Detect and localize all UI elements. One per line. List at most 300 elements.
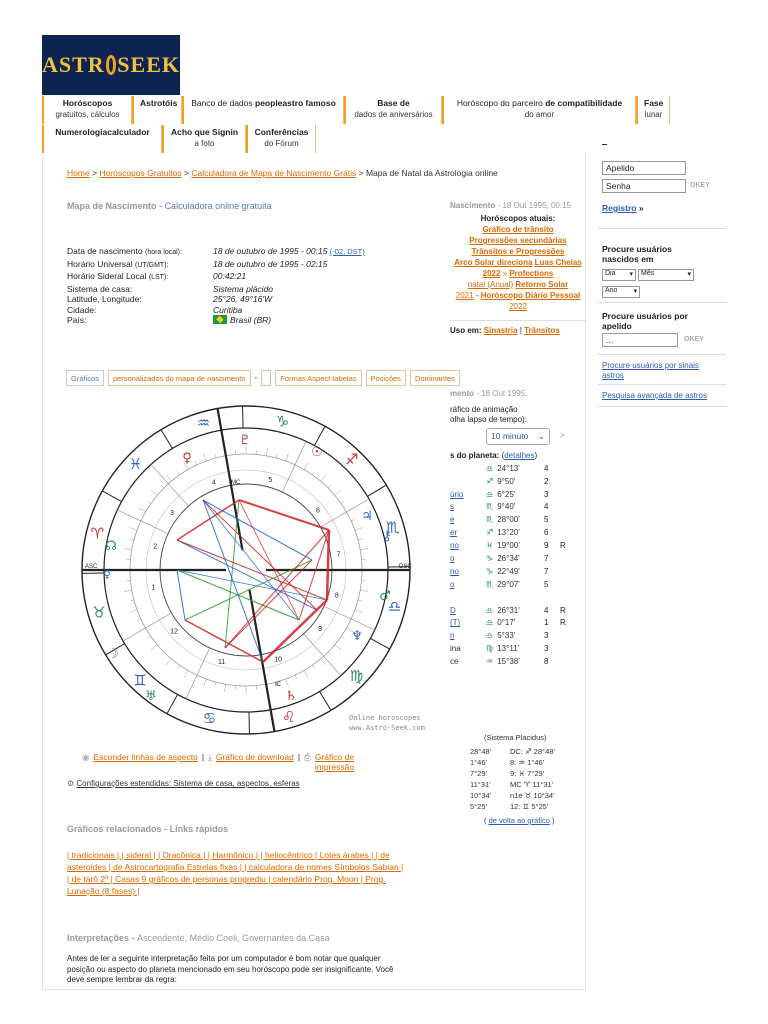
nickname-input[interactable] — [602, 333, 678, 347]
planet-house: 3 — [544, 644, 549, 654]
logo-text-left: ASTR — [42, 52, 105, 77]
house-number: 1 — [151, 584, 156, 592]
planet-house: 6 — [544, 528, 549, 538]
day-value: Dia — [605, 270, 616, 277]
degree-value: 15°38' — [497, 657, 520, 667]
chevron-down-icon: ▾ — [633, 288, 637, 295]
nav-love-compatibility[interactable] — [442, 96, 636, 124]
planet-position — [486, 463, 544, 476]
divider: | — [297, 752, 301, 762]
planet-row — [450, 643, 586, 656]
tab-custom-charts[interactable]: personalizados do mapa de nascimento — [108, 370, 251, 386]
zodiac-sign-icon: ♐ — [486, 528, 494, 538]
cusp-right: 9: ♓ 7°29' — [510, 769, 545, 778]
link-transits-progressions[interactable]: Trânsitos e Progressões — [471, 247, 565, 256]
interpretation-text: Antes de ler a seguinte interpretação feita por um computador é bom notar que qualquer posição ou aspecto do planeta mencionado em seu horóscopo pode ser insignificante. Você deve sempre lembrar da regra: — [67, 954, 394, 984]
logo-text-right: SEEK — [117, 52, 180, 77]
zodiac-sign-icon: ♑ — [486, 566, 494, 576]
related-dash: - — [164, 824, 168, 834]
nav-guess-sign[interactable] — [162, 125, 246, 153]
planet-glyph-icon: ☽ — [107, 647, 119, 662]
planet-row — [450, 476, 586, 489]
nav-label: Base de — [377, 98, 410, 108]
planet-name[interactable]: o — [450, 553, 455, 563]
zodiac-sign-icon: ♍ — [349, 666, 364, 685]
zodiac-sign-icon: ♒ — [486, 657, 494, 667]
zodiac-sign-icon: ♏ — [486, 579, 494, 589]
interpretations-title — [67, 933, 330, 943]
planet-house — [544, 592, 560, 605]
planet-position — [486, 643, 544, 656]
cusp-left: 5°25' — [470, 802, 487, 811]
degree-value: 0°17' — [497, 618, 516, 628]
nav-numerology[interactable] — [42, 125, 162, 153]
animation-label: ráfico de animação — [450, 404, 518, 414]
planet-retrograde — [560, 514, 574, 527]
planet-house: 7 — [544, 553, 549, 563]
cusp-right: MC ♈ 11°31' — [510, 780, 554, 789]
brazil-flag-icon — [213, 315, 227, 324]
link-2021[interactable]: 2021 — [455, 291, 474, 300]
link-synastry[interactable]: Sinastria — [483, 326, 518, 335]
planet-house: 5 — [544, 579, 549, 589]
breadcrumb-current: Mapa de Natal da Astrologia online — [365, 168, 498, 178]
birth-label-small: (hora local): — [144, 249, 182, 256]
search-nick-button[interactable]: OKEY — [684, 336, 704, 343]
planet-position — [486, 489, 544, 502]
zodiac-sign-icon: ♏ — [486, 515, 494, 525]
zodiac-sign-icon: ♋ — [202, 709, 217, 728]
print-chart-link[interactable]: Gráfico de impressão — [314, 752, 355, 772]
nav-label: Acho que Signin — [170, 127, 239, 137]
next-step-button[interactable]: > — [560, 430, 565, 440]
cusp-row — [470, 757, 555, 768]
birth-value: 00:42:21 — [213, 271, 247, 281]
cusp-left: 10°34' — [470, 791, 492, 800]
username-input[interactable] — [602, 161, 686, 175]
breadcrumb-separator: > — [183, 168, 189, 178]
planet-retrograde — [560, 566, 574, 579]
birth-value: 18 de outubro de 1995 - 00:15 — [213, 246, 328, 256]
section-title-main: Mapa de Nascimento — [67, 201, 157, 211]
nav-label-plain: Horóscopo do parceiro — [456, 98, 543, 108]
cusp-right: 12: ♊ 5°25' — [510, 802, 549, 811]
current-horoscopes-title: Horóscopos atuais: — [480, 214, 556, 223]
sidebar-divider — [598, 354, 726, 355]
password-placeholder: Senha — [606, 181, 631, 191]
cusp-right: DC: ♐ 28°48' — [510, 747, 555, 756]
planet-retrograde — [560, 463, 574, 476]
planet-name[interactable]: D — [450, 605, 456, 615]
tab-separator: - — [254, 373, 258, 382]
breadcrumb — [67, 168, 498, 178]
watermark-line-2: www.Astro-Seek.com — [349, 724, 425, 732]
planet-glyph-icon: ♃ — [361, 509, 373, 524]
cusp-row — [470, 801, 555, 812]
interp-sub: Ascendente, Médio Coeli, Governantes da Casa — [137, 933, 330, 943]
logo-sun-icon — [106, 55, 117, 75]
planet-position — [486, 617, 544, 630]
tab-blank[interactable] — [261, 370, 271, 386]
planet-name[interactable]: s — [450, 502, 454, 512]
planets-panel-date: - 18 Out 1995, — [476, 389, 528, 398]
planet-position — [486, 630, 544, 643]
link-daily-horoscope[interactable]: Horóscopo Diário Pessoal — [480, 291, 581, 300]
planet-row — [450, 527, 586, 540]
back-to-chart-link[interactable]: de volta ao gráfico — [488, 816, 550, 825]
degree-value: 28°00' — [497, 515, 520, 525]
download-chart-link[interactable]: Gráfico de download — [215, 752, 294, 762]
section-title-dash: - — [159, 201, 163, 211]
nav-sublabel: gratuitos, cálculos — [55, 110, 120, 119]
breadcrumb-home[interactable]: Home — [67, 168, 90, 178]
search-by-signs-link[interactable]: Procure usuários por sinais astros — [602, 361, 699, 380]
interp-title: Interpretações — [67, 933, 130, 943]
day-select[interactable] — [602, 269, 636, 281]
degree-value: 22°49' — [497, 566, 520, 576]
planets-panel: mento - 18 Out 1995, ráfico de animação olha lapso de tempo): 10 minuto ⌄ > s do planeta: (detalhes) ♎ 24°13' 4 ♐ 9°50' 2 úrio ♎ 6°25' 3 s ♏ 9°40' 4 e ♏ 28°00' 5 er ♐ 13°20' 6 no ♓ 19°00' 9 R o ♑ 26°34' 7 no ♑ 22°49' 7 o ♏ 29°07' 5 D ♎ 26°31' 4 R (T) ♎ 0°17' 1 R n ♎ 5°33' 3 ina ♍ 13°11' 3 ce ♒ 15°38' 8 — [450, 388, 586, 669]
zodiac-sign-icon: ♎ — [486, 489, 494, 499]
birth-value: 25°26, 49°16'W — [213, 294, 272, 304]
planet-row — [450, 553, 586, 566]
planet-retrograde: R — [560, 605, 566, 615]
house-number: 8 — [334, 592, 339, 600]
planet-position — [486, 579, 544, 592]
planet-position — [486, 553, 544, 566]
time-step-value: 10 minuto — [491, 430, 529, 441]
planet-house: 8 — [544, 657, 549, 667]
zodiac-sign-icon: ♌ — [281, 707, 296, 726]
planet-retrograde — [560, 643, 574, 656]
planet-retrograde — [560, 527, 574, 540]
planet-row — [450, 489, 586, 502]
panel-title: Nascimento — [450, 201, 496, 210]
zodiac-sign-icon: ♈ — [90, 524, 105, 543]
planet-row — [450, 605, 586, 618]
cusp-left: 7°29' — [470, 769, 487, 778]
dst-link[interactable]: (-02, DST) — [329, 247, 365, 256]
zodiac-sign-icon: ♑ — [275, 412, 290, 431]
planet-glyph-icon: ♅ — [145, 689, 157, 704]
planet-name[interactable]: n — [450, 631, 455, 641]
planet-name[interactable]: o — [450, 579, 455, 589]
planet-glyph-icon: ♆ — [351, 629, 363, 644]
link-secondary-progressions[interactable]: Progressões secundárias — [469, 236, 567, 245]
zodiac-sign-icon: ♑ — [486, 553, 494, 563]
degree-value: 6°25' — [497, 489, 516, 499]
nav-label: Astrotóis — [140, 98, 178, 108]
cusp-row — [470, 746, 555, 757]
planet-glyph-icon: ☿ — [103, 567, 111, 582]
planet-name[interactable] — [450, 476, 486, 489]
nav-sublabel: do Fórum — [264, 139, 299, 148]
degree-value: 9°50' — [497, 476, 516, 486]
house-number: 12 — [170, 628, 178, 636]
planet-position — [486, 514, 544, 527]
planet-position — [486, 501, 544, 514]
related-quick-links[interactable]: | tradicionais | | sideral | | Dracônica | | Harmônico | | heliocêntrico | Lotes árabes | | de asteroides | de Astrocartografia Estrelas fixas | | calculadora de nomes Símbolos Sabian | | de tarô 2º | Casas 9 gráficos de personas progrediu | calendário Prog. Moon | Prog. Lunação (8 fases) | — [67, 850, 404, 896]
breadcrumb-calculator[interactable]: Calculadora de Mapa de Nascimento Grátis — [191, 168, 357, 178]
planet-retrograde — [560, 476, 574, 489]
birth-label: País: — [67, 315, 87, 325]
month-select[interactable] — [638, 269, 694, 281]
animation-label-2: olha lapso de tempo): — [450, 414, 527, 424]
sidebar-marker — [602, 144, 607, 145]
top-nav-row-1 — [42, 96, 670, 124]
related-charts-title — [67, 824, 228, 834]
planet-retrograde — [560, 579, 574, 592]
cusp-row — [470, 790, 555, 801]
breadcrumb-separator: > — [358, 168, 364, 178]
year-select[interactable] — [602, 286, 640, 298]
house-number: 7 — [336, 551, 341, 559]
planet-name[interactable]: er — [450, 528, 458, 538]
extended-settings-link[interactable]: Configurações estendidas: Sistema de casa, aspectos, esferas — [76, 779, 300, 788]
chevron-down-icon: ⌄ — [537, 430, 545, 441]
planet-retrograde — [560, 656, 574, 669]
nav-label: Numerologiacalculador — [55, 127, 150, 137]
planet-row — [450, 514, 586, 527]
planet-house: 7 — [544, 566, 549, 576]
planet-name[interactable]: ina — [450, 644, 461, 654]
planet-position — [486, 605, 544, 618]
sidebar-divider — [598, 228, 726, 229]
planet-house: 2 — [544, 476, 549, 486]
birth-data-table — [67, 246, 365, 326]
zodiac-sign-icon: ♎ — [486, 605, 494, 615]
nav-sublabel: a foto — [194, 139, 215, 148]
print-icon: ⎙ — [304, 752, 311, 762]
breadcrumb-free-horoscopes[interactable]: Horóscopos Gratuitos — [99, 168, 182, 178]
related-sub: Links rápidos — [169, 824, 229, 834]
nav-birthday-database[interactable] — [344, 96, 442, 124]
panel-date: - 18 Out 1995, 00:15 — [497, 201, 571, 210]
angle-label: ASC — [85, 564, 98, 570]
link-annual[interactable]: natal (Anual) — [467, 280, 514, 289]
use-in-label: Uso em: — [450, 326, 482, 335]
planet-row — [450, 630, 586, 643]
cusp-row — [470, 779, 555, 790]
birth-row — [67, 305, 365, 316]
planet-row — [450, 617, 586, 630]
current-horoscopes-panel: Nascimento - 18 Out 1995, 00:15 Horóscopos atuais: Gráfico de trânsito Progressões secundárias Trânsitos e Progressões Arco Solar direciona Luas Cheias 2022 » Profections natal (Anual) Retorno Solar 2021 - Horóscopo Diário Pessoal 2022 Uso em: Sinastria | Trânsitos — [450, 200, 586, 365]
birth-row — [67, 284, 365, 295]
planet-house: 9 — [544, 541, 549, 551]
planet-glyph-icon: ☊ — [105, 539, 117, 554]
hide-aspect-lines-link[interactable]: Esconder linhas de aspecto — [93, 752, 198, 762]
tab-positions[interactable]: Posições — [366, 370, 406, 386]
zodiac-sign-icon: ♒ — [196, 414, 211, 433]
download-icon: ⤓ — [208, 752, 212, 762]
planet-row — [450, 592, 586, 605]
section-title-sub: Calculadora online gratuita — [164, 201, 272, 211]
degree-value: 5°33' — [497, 631, 516, 641]
cusp-left: 28°48' — [470, 747, 492, 756]
planet-name[interactable]: (T) — [450, 618, 461, 628]
house-number: 9 — [318, 625, 323, 633]
planet-glyph-icon: ♂ — [379, 589, 391, 604]
password-input[interactable] — [602, 179, 686, 193]
tab-charts[interactable]: Gráficos — [66, 370, 104, 386]
cusps-title: (Sistema Placidus) — [484, 733, 547, 742]
link-2022[interactable]: 2022 — [509, 302, 527, 311]
degree-value: 13°20' — [497, 528, 520, 538]
cusp-right: 8: ♒ 1°46' — [510, 758, 545, 767]
related-title: Gráficos relacionados — [67, 824, 162, 834]
cusps-rows — [470, 746, 555, 812]
zodiac-sign-icon: ♍ — [486, 644, 494, 654]
nav-sublabel: lunar — [644, 110, 663, 119]
planet-position — [486, 592, 544, 605]
degree-value: 19°00' — [497, 541, 520, 551]
birth-label: Sistema de casa: — [67, 283, 133, 294]
birth-label: Horário Sideral Local — [67, 271, 147, 281]
link-transit-chart[interactable]: Gráfico de trânsito — [482, 225, 554, 234]
degree-value: 26°34' — [497, 553, 520, 563]
planets-panel-title: mento — [450, 389, 474, 398]
planets-list — [450, 463, 586, 669]
link-full-moons[interactable]: Luas Cheias 2022 — [482, 258, 582, 278]
zodiac-sign-icon: ♎ — [486, 631, 494, 641]
chevron-down-icon: ▾ — [687, 271, 691, 278]
zodiac-sign-icon: ♎ — [486, 618, 494, 628]
planet-row — [450, 540, 586, 553]
planet-row — [450, 579, 586, 592]
tab-aspect-tables[interactable]: Formas Aspect tabelas — [275, 370, 361, 386]
planet-retrograde — [560, 501, 574, 514]
nav-astrotools[interactable] — [132, 96, 182, 124]
planets-header: s do planeta: — [450, 450, 500, 460]
planet-glyph-icon: ♀ — [182, 451, 192, 466]
planet-name[interactable] — [450, 592, 486, 605]
cusp-right: n1e ♉ 10°34' — [510, 791, 555, 800]
planet-retrograde — [560, 592, 574, 605]
degree-value: 24°13' — [497, 463, 520, 473]
planet-name[interactable] — [450, 463, 486, 476]
zodiac-sign-icon: ♓ — [128, 455, 143, 474]
planet-retrograde — [560, 489, 574, 502]
chevron-down-icon: ▾ — [629, 271, 633, 278]
sidebar-divider — [598, 384, 726, 385]
nav-sublabel: dados de aniversários — [354, 110, 433, 119]
house-number: 10 — [274, 656, 283, 664]
zodiac-sign-icon: ♐ — [345, 450, 359, 469]
planet-glyph-icon: ⚷ — [382, 529, 392, 544]
cusp-left: 1°46' — [470, 758, 487, 767]
planet-position — [486, 527, 544, 540]
nav-famous-database[interactable] — [182, 96, 344, 124]
link-transits[interactable]: Trânsitos — [524, 326, 560, 335]
month-value: Mês — [641, 270, 655, 277]
nav-moon-phase[interactable] — [636, 96, 670, 124]
planet-retrograde — [560, 553, 574, 566]
planet-position — [486, 656, 544, 669]
planet-name[interactable]: úrio — [450, 489, 464, 499]
planet-name[interactable]: ce — [450, 657, 459, 667]
time-step-select[interactable] — [486, 428, 550, 445]
house-number: 3 — [169, 510, 174, 518]
extended-settings — [67, 779, 300, 788]
birth-value: 18 de outubro de 1995 - 02:15 — [213, 258, 328, 269]
chart-actions — [82, 752, 375, 772]
nav-free-horoscopes[interactable] — [42, 96, 132, 124]
house-number: 5 — [268, 477, 273, 485]
zodiac-sign-icon: ♏ — [386, 518, 400, 537]
nav-label: de compatibilidade — [545, 98, 623, 108]
tab-dominants[interactable]: Dominantes — [410, 370, 460, 386]
birth-row — [67, 271, 365, 284]
birth-label: Data de nascimento — [67, 246, 143, 256]
sidebar-divider — [598, 302, 726, 303]
nav-forum[interactable] — [246, 125, 316, 153]
angle-label: DSC — [399, 564, 412, 570]
birth-row — [67, 315, 365, 326]
gear-icon: ⚙ — [67, 779, 75, 788]
username-placeholder: Apelido — [606, 163, 635, 173]
degree-value: 26°31' — [497, 605, 520, 615]
top-nav-row-2 — [42, 125, 316, 153]
planet-retrograde: R — [560, 618, 566, 628]
astro-seek-logo[interactable] — [42, 35, 180, 95]
angle-label: MC — [231, 480, 241, 486]
link-solar-return[interactable]: Retorno Solar — [515, 280, 569, 289]
birth-label-small: (UT/GMT): — [135, 261, 169, 269]
register-link[interactable]: Registro — [602, 203, 637, 213]
planet-name[interactable]: e — [450, 515, 455, 525]
birth-label: Cidade: — [67, 304, 97, 315]
degree-value: 29°07' — [497, 579, 520, 589]
planet-row — [450, 656, 586, 669]
degree-value: 13°11' — [497, 644, 520, 654]
watermark-line-1: Online horoscopes — [349, 714, 421, 722]
planet-row — [450, 501, 586, 514]
register-arrow: » — [638, 203, 644, 213]
eye-icon: ◉ — [82, 752, 90, 762]
search-born-title: Procure usuários nascidos em — [602, 244, 672, 264]
advanced-search-link[interactable]: Pesquisa avançada de astros — [602, 391, 707, 400]
angle-label: IC — [275, 682, 281, 688]
birth-value: Brasil (BR) — [230, 315, 272, 325]
planet-glyph-icon: ♇ — [239, 433, 251, 448]
nav-sublabel: do amor — [524, 110, 555, 119]
planet-name[interactable]: no — [450, 541, 459, 551]
divider: | — [201, 752, 205, 762]
planet-row — [450, 463, 586, 476]
birth-label: Horário Universal — [67, 258, 133, 269]
birth-row — [67, 246, 365, 259]
link-profections[interactable]: Profections — [509, 269, 554, 278]
section-title — [67, 201, 272, 211]
planet-name[interactable]: no — [450, 566, 459, 576]
related-links — [67, 849, 407, 897]
link-solar-arc[interactable]: Arco Solar direciona — [454, 258, 533, 267]
planet-house: 4 — [544, 605, 549, 615]
natal-chart-wheel[interactable] — [67, 400, 425, 740]
planet-row — [450, 566, 586, 579]
planet-position — [486, 476, 544, 489]
zodiac-sign-icon: ♏ — [486, 502, 494, 512]
zodiac-sign-icon: ♎ — [486, 463, 494, 473]
birth-row — [67, 294, 365, 305]
nav-label: Fase — [644, 98, 664, 108]
planet-position — [486, 540, 544, 553]
nav-label: peopleastro famoso — [255, 98, 336, 108]
planet-house: 3 — [544, 631, 549, 641]
chart-tabs — [66, 370, 460, 386]
details-link[interactable]: detalhes — [504, 450, 535, 460]
cusp-left: 11°31' — [470, 780, 491, 789]
login-button[interactable]: OKEY — [690, 182, 710, 189]
